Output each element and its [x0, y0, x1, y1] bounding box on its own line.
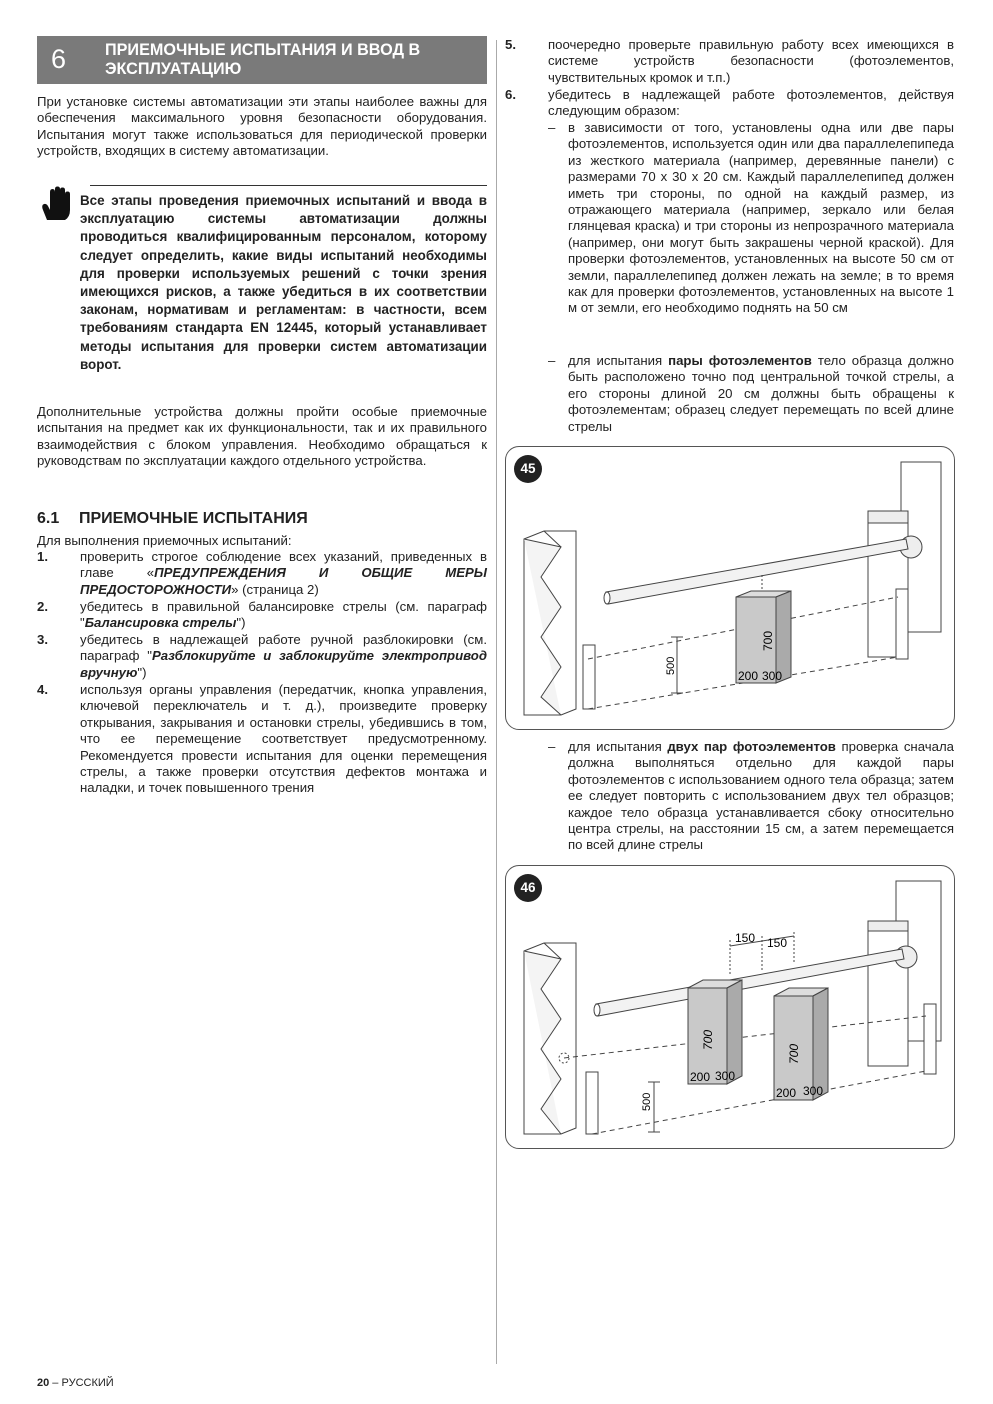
- list-item-number: 4.: [37, 682, 48, 697]
- box2-width2-label: 300: [803, 1084, 824, 1098]
- photocell-post-right: [924, 1004, 936, 1074]
- figure-number-badge: 46: [514, 874, 542, 902]
- dash-item-text: в зависимости от того, установлены одна или две пары фотоэлементов, используется один или два параллелепипеда из жесткого материала (например, деревянные панели) с размерами 70 х 30 х 20 см. Каждый параллелепипед должен иметь три стороны, по одной на каждый размер, из отражающего материала (например, зеркало или белая глянцевая краска) и три стороны из непрозрачного материала (например, они могут быть закрашены черной краской). Для проверки фотоэлементов, установленных на высоте 50 см от земли, параллелепипед должен лежать на земле; в то время как для проверки фотоэлементов, установленных на высоте 1 м от земли, его необходимо поднять на 50 см: [568, 120, 954, 316]
- list-item-number: 5.: [505, 37, 516, 52]
- section-title: ПРИЕМОЧНЫЕ ИСПЫТАНИЯ И ВВОД В ЭКСПЛУАТАЦИЮ: [105, 41, 421, 78]
- box-width2-label: 300: [762, 669, 783, 683]
- box-width1-label: 200: [738, 669, 759, 683]
- footer-language: – РУССКИЙ: [49, 1377, 114, 1389]
- dim-500-label: 500: [665, 656, 677, 675]
- barrier-illustration: [506, 447, 954, 729]
- subsection-heading: [37, 510, 308, 528]
- section-number: 6: [51, 44, 67, 74]
- box2-height-label: 700: [787, 1043, 801, 1064]
- fence-panel: [524, 943, 576, 1134]
- list-item-text: убедитесь в правильной балансировке стрелы (см. параграф "Балансировка стрелы"): [80, 599, 487, 631]
- box1-height-label: 700: [701, 1029, 715, 1050]
- section-header: [37, 36, 487, 84]
- intro-paragraph: При установке системы автоматизации эти этапы наиболее важны для обеспечения максимального уровня безопасности оборудования. Испытания могут также использоваться для периодической проверки устройств, входящих в систему автоматизации.: [37, 94, 487, 159]
- warning-rule: [90, 185, 487, 186]
- additional-paragraph: Дополнительные устройства должны пройти особые приемочные испытания на предмет как их функциональности, так и их правильного взаимодействия с блоком управления. Необходимо обращаться к руководствам по эксплуатации каждого отдельного устройства.: [37, 404, 487, 469]
- list-item-number: 6.: [505, 87, 516, 102]
- box1-width1-label: 200: [690, 1070, 711, 1084]
- list-item-number: 1.: [37, 549, 48, 564]
- subsection-number: 6.1: [37, 510, 60, 527]
- list-item-text: используя органы управления (передатчик, кнопка управления, ключевой переключатель и т. д.), произведите проверку открывания, закрывания и остановки стрелы, убедившись в том, что ее перемещение соответствует предусмотренному. Рекомендуется провести испытания для оценки перемещения стрелы, а также проверки отсутствия дефектов монтажа и наладки, и точек повышенного трения: [80, 682, 487, 796]
- dash-item-text: для испытания пары фотоэлементов тело образца должно быть расположено точно под центральной точкой стрелы, а его стороны длиной 20 см должны быть обращены к фотоэлементам; образец следует перемещать по всей длине стрелы: [568, 353, 954, 434]
- figure-number-badge: 45: [514, 455, 542, 483]
- list-item-number: 3.: [37, 632, 48, 647]
- subsection-title: ПРИЕМОЧНЫЕ ИСПЫТАНИЯ: [79, 510, 308, 527]
- page-number: 20: [37, 1377, 50, 1389]
- fence-panel: [524, 531, 576, 715]
- box1-width2-label: 300: [715, 1069, 736, 1083]
- list-item-text: проверить строгое соблюдение всех указаний, приведенных в главе «ПРЕДУПРЕЖДЕНИЯ И ОБЩИЕ МЕРЫ ПРЕДОСТОРОЖНОСТИ» (страница 2): [80, 549, 487, 597]
- photocell-post-left: [583, 645, 595, 709]
- dash-item-text: для испытания двух пар фотоэлементов проверка сначала должна выполняться отдельно для каждой пары фотоэлементов с использованием одного тела образца; затем ее следует повторить с использованием двух тел образцов; каждое тело образца устанавливается сбоку относительно центра стрелы, на расстоянии 15 см, а затем перемещается по всей длине стрелы: [568, 739, 954, 853]
- figure-46: [505, 865, 955, 1149]
- list-item-text: убедитесь в надлежащей работе ручной разблокировки (см. параграф "Разблокируйте и заблокируйте электропривод вручную"): [80, 632, 487, 680]
- list-item-text: убедитесь в надлежащей работе фотоэлементов, действуя следующим образом:: [548, 87, 954, 119]
- hand-warning-icon: [38, 186, 72, 222]
- offset1-label: 150: [735, 931, 756, 945]
- list-item-number: 2.: [37, 599, 48, 614]
- box2-width1-label: 200: [776, 1086, 797, 1100]
- photocell-post-right: [896, 589, 908, 659]
- list-intro: Для выполнения приемочных испытаний:: [37, 533, 292, 548]
- offset2-label: 150: [767, 936, 788, 950]
- boom-arm: [596, 949, 904, 1016]
- list-item-text: поочередно проверьте правильную работу всех имеющихся в системе устройств безопасности (фотоэлементов, чувствительных кромок и т.п.): [548, 37, 954, 85]
- barrier-illustration: [506, 866, 954, 1148]
- column-divider: [496, 40, 497, 1364]
- dim-500-label: 500: [641, 1092, 653, 1111]
- page-footer: [37, 1377, 114, 1389]
- photocell-post-left: [586, 1072, 598, 1134]
- box-height-label: 700: [761, 630, 775, 651]
- figure-45: [505, 446, 955, 730]
- warning-text: Все этапы проведения приемочных испытаний и ввода в эксплуатацию системы автоматизации должны проводиться квалифицированным персоналом, которому следует определить, какие виды испытаний необходимы для проверки используемых решений с точки зрения имеющихся рисков, а также убедиться в их соответствии законам, нормативам и регламентам: в частности, всем требованиям стандарта EN 12445, который устанавливает методы испытания для проверки систем автоматизации ворот.: [80, 193, 487, 372]
